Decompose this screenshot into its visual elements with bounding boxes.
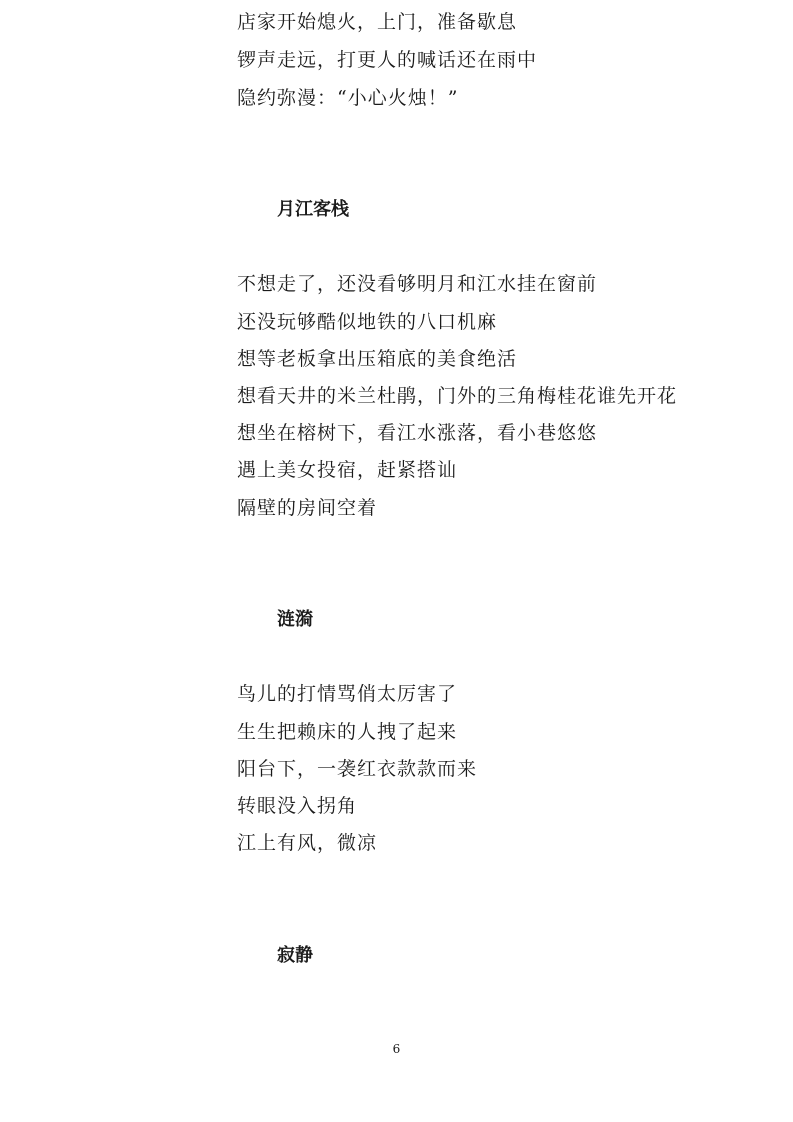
poem-line: 转眼没入拐角 xyxy=(237,795,358,817)
poem-title: 月江客栈 xyxy=(277,199,349,220)
page-number: 6 xyxy=(392,1042,401,1056)
poem-line: 想看天井的米兰杜鹃，门外的三角梅桂花谁先开花 xyxy=(237,385,678,407)
poem-line: 想等老板拿出压箱底的美食绝活 xyxy=(237,348,518,370)
poem-title: 涟漪 xyxy=(277,609,313,630)
poem-line: 隐约弥漫：“小心火烛！” xyxy=(237,87,459,109)
poem-line: 店家开始熄火，上门，准备歇息 xyxy=(237,11,518,33)
poem-line: 生生把赖床的人拽了起来 xyxy=(237,721,458,743)
poem-line: 遇上美女投宿，赶紧搭讪 xyxy=(237,459,458,481)
poem-title: 寂静 xyxy=(277,945,313,966)
poem-line: 想坐在榕树下，看江水涨落，看小巷悠悠 xyxy=(237,422,598,444)
poem-line: 江上有风，微凉 xyxy=(237,832,378,854)
poem-line: 鸟儿的打情骂俏太厉害了 xyxy=(237,683,458,705)
poem-line: 还没玩够酷似地铁的八口机麻 xyxy=(237,311,498,333)
poem-line: 阳台下，一袭红衣款款而来 xyxy=(237,758,478,780)
poem-line: 锣声走远，打更人的喊话还在雨中 xyxy=(237,49,538,71)
poem-line: 不想走了，还没看够明月和江水挂在窗前 xyxy=(237,273,598,295)
poem-line: 隔壁的房间空着 xyxy=(237,497,378,519)
